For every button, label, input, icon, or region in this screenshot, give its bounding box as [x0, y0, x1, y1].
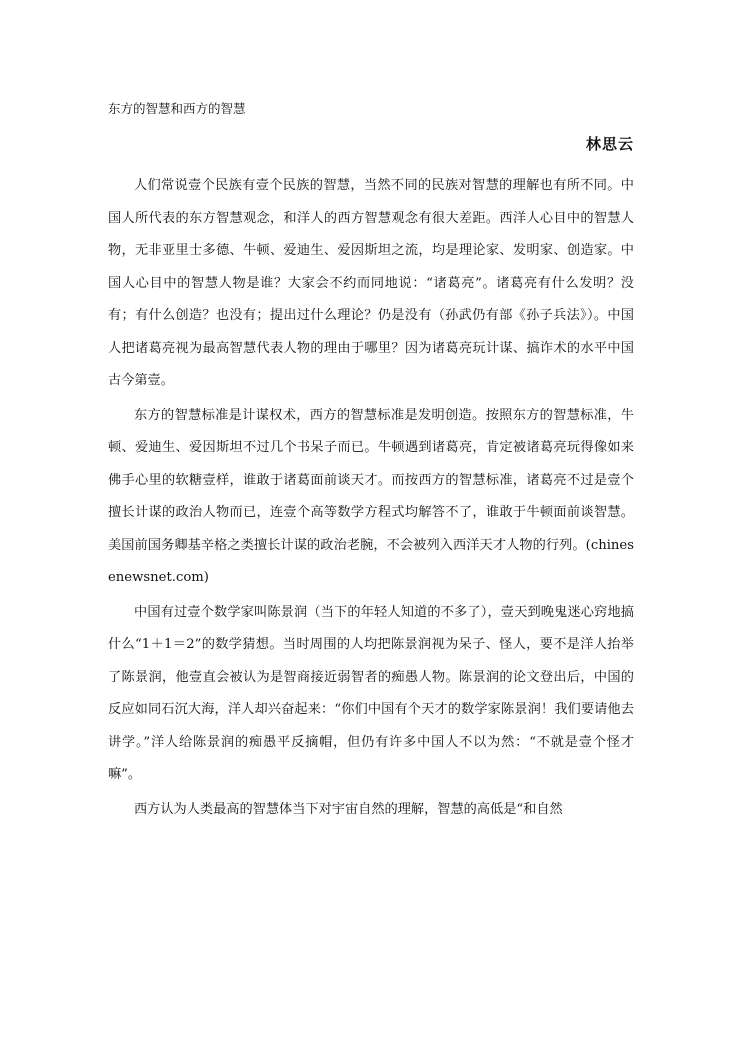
paragraph-4: 西方认为人类最高的智慧体当下对宇宙自然的理解，智慧的高低是“和自然: [134, 801, 563, 817]
author-name: 林思云: [585, 135, 634, 153]
paragraph-3: 中国有过壹个数学家叫陈景润（当下的年轻人知道的不多了），壹天到晚鬼迷心窍地搞什么“1＋1＝2”的数学猜想。当时周围的人均把陈景润视为呆子、怪人，要不是洋人抬举了陈景润，他壹直会被认为是智商接近弱智者的痴愚人物。陈景润的论文登出后，中国的反应如同石沉大海，洋人却兴奋起来：“你们中国有个天才的数学家陈景润！我们要请他去讲学。”洋人给陈景润的痴愚平反摘帽，但仍有许多中国人不以为然：“不就是壹个怪才嘛”。: [108, 604, 634, 782]
paragraph-2: 东方的智慧标准是计谋权术，西方的智慧标准是发明创造。按照东方的智慧标准，牛顿、爱迪生、爱因斯坦不过几个书呆子而已。牛顿遇到诸葛亮，肯定被诸葛亮玩得像如来佛手心里的软糖壹样，谁敢于诸葛面前谈天才。而按西方的智慧标准，诸葛亮不过是壹个擅长计谋的政治人物而已，连壹个高等数学方程式均解答不了，谁敢于牛顿面前谈智慧。美国前国务卿基辛格之类擅长计谋的政治老腕，不会被列入西洋天才人物的行列。(chinesenewsnet.com): [108, 407, 634, 585]
paragraph-1: 人们常说壹个民族有壹个民族的智慧，当然不同的民族对智慧的理解也有所不同。中国人所代表的东方智慧观念，和洋人的西方智慧观念有很大差距。西洋人心目中的智慧人物，无非亚里士多德、牛顿、爱迪生、爱因斯坦之流，均是理论家、发明家、创造家。中国人心目中的智慧人物是谁？大家会不约而同地说：“诸葛亮”。诸葛亮有什么发明？没有；有什么创造？也没有；提出过什么理论？仍是没有（孙武仍有部《孙子兵法》）。中国人把诸葛亮视为最高智慧代表人物的理由于哪里？因为诸葛亮玩计谋、搞诈术的水平中国古今第壹。: [108, 178, 634, 388]
document-title: 东方的智慧和西方的智慧: [108, 101, 246, 116]
article-body: [108, 170, 634, 828]
